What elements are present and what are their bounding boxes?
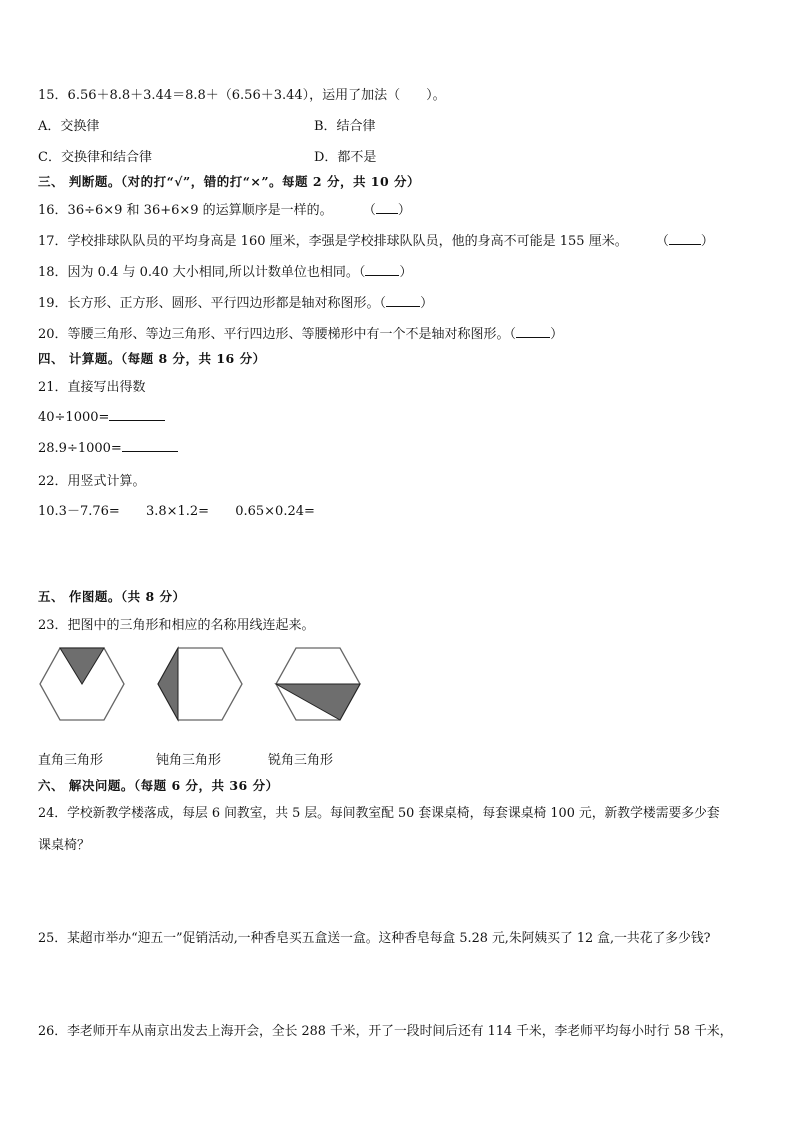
- hexagon-figure-1: [38, 646, 126, 722]
- hexagon-figure-2: [156, 646, 244, 722]
- option-c: C．交换律和结合律: [38, 150, 152, 165]
- answer-bracket-19[interactable]: （ ）: [379, 296, 434, 311]
- expression-21-1: 40÷1000=: [38, 408, 165, 425]
- question-20: [38, 323, 563, 342]
- question-25: 25．某超市举办“迎五一”促销活动,一种香皂买五盒送一盒。这种香皂每盒 5.28 元,朱阿姨买了 12 盒,一共花了多少钱?: [38, 931, 711, 946]
- question-24-line-1: 24．学校新教学楼落成，每层 6 间教室，共 5 层。每间教室配 50 套课桌椅，每套课桌椅 100 元，新教学楼需要多少套: [38, 806, 720, 821]
- question-21: 21．直接写出得数: [38, 380, 146, 395]
- expression-22-3: 0.65×0.24=: [235, 504, 315, 519]
- section-6-title: 六、 解决问题。（每题 6 分，共 36 分）: [38, 778, 279, 793]
- label-obtuse-triangle[interactable]: 钝角三角形: [156, 753, 222, 768]
- answer-bracket-17[interactable]: （ ）: [655, 234, 714, 249]
- expression-22-1: 10.3－7.76=: [38, 504, 120, 519]
- expression-22-2: 3.8×1.2=: [145, 504, 210, 519]
- section-3-title: 三、 判断题。（对的打“√”，错的打“×”。每题 2 分，共 10 分）: [38, 174, 421, 189]
- question-26: 26．李老师开车从南京出发去上海开会，全长 288 千米，开了一段时间后还有 114 千米，李老师平均每小时行 58 千米，: [38, 1024, 733, 1039]
- question-19-text: 19．长方形、正方形、圆形、平行四边形都是轴对称图形。: [38, 296, 380, 311]
- question-16: [38, 199, 411, 218]
- question-23: 23．把图中的三角形和相应的名称用线连起来。: [38, 618, 315, 633]
- answer-blank-21-2[interactable]: [122, 439, 178, 452]
- section-4-title: 四、 计算题。（每题 8 分，共 16 分）: [38, 351, 266, 366]
- question-19: [38, 292, 433, 311]
- expression-21-2: 28.9÷1000=: [38, 439, 178, 456]
- section-5-title: 五、 作图题。（共 8 分）: [38, 589, 186, 604]
- hexagon-figure-3: [274, 646, 362, 722]
- question-20-text: 20．等腰三角形、等边三角形、平行四边形、等腰梯形中有一个不是轴对称图形。: [38, 327, 510, 342]
- question-15: 15．6.56＋8.8＋3.44＝8.8＋（6.56＋3.44），运用了加法（ ）。: [38, 88, 446, 103]
- obtuse-triangle-shape[interactable]: [158, 648, 178, 720]
- question-18-text: 18．因为 0.4 与 0.40 大小相同,所以计数单位也相同。: [38, 265, 359, 280]
- expressions-22: [38, 500, 315, 519]
- question-17-text: 17．学校排球队队员的平均身高是 160 厘米，李强是学校排球队队员，他的身高不可能是 155 厘米。: [38, 234, 628, 249]
- question-18: [38, 261, 412, 280]
- label-right-triangle[interactable]: 直角三角形: [38, 753, 104, 768]
- option-d: D．都不是: [314, 150, 377, 165]
- answer-bracket-16[interactable]: （ ）: [362, 203, 411, 218]
- answer-bracket-18[interactable]: （ ）: [358, 265, 413, 280]
- option-b: B．结合律: [314, 119, 376, 134]
- label-acute-triangle[interactable]: 锐角三角形: [268, 753, 334, 768]
- option-a: A．交换律: [38, 119, 100, 134]
- answer-bracket-20[interactable]: （ ）: [509, 327, 564, 342]
- question-24-line-2: 课桌椅？: [38, 838, 91, 853]
- question-17: [38, 230, 714, 249]
- question-16-text: 16．36÷6×9 和 36+6×9 的运算顺序是一样的。: [38, 203, 333, 218]
- question-22: 22．用竖式计算。: [38, 474, 146, 489]
- answer-blank-21-1[interactable]: [109, 408, 165, 421]
